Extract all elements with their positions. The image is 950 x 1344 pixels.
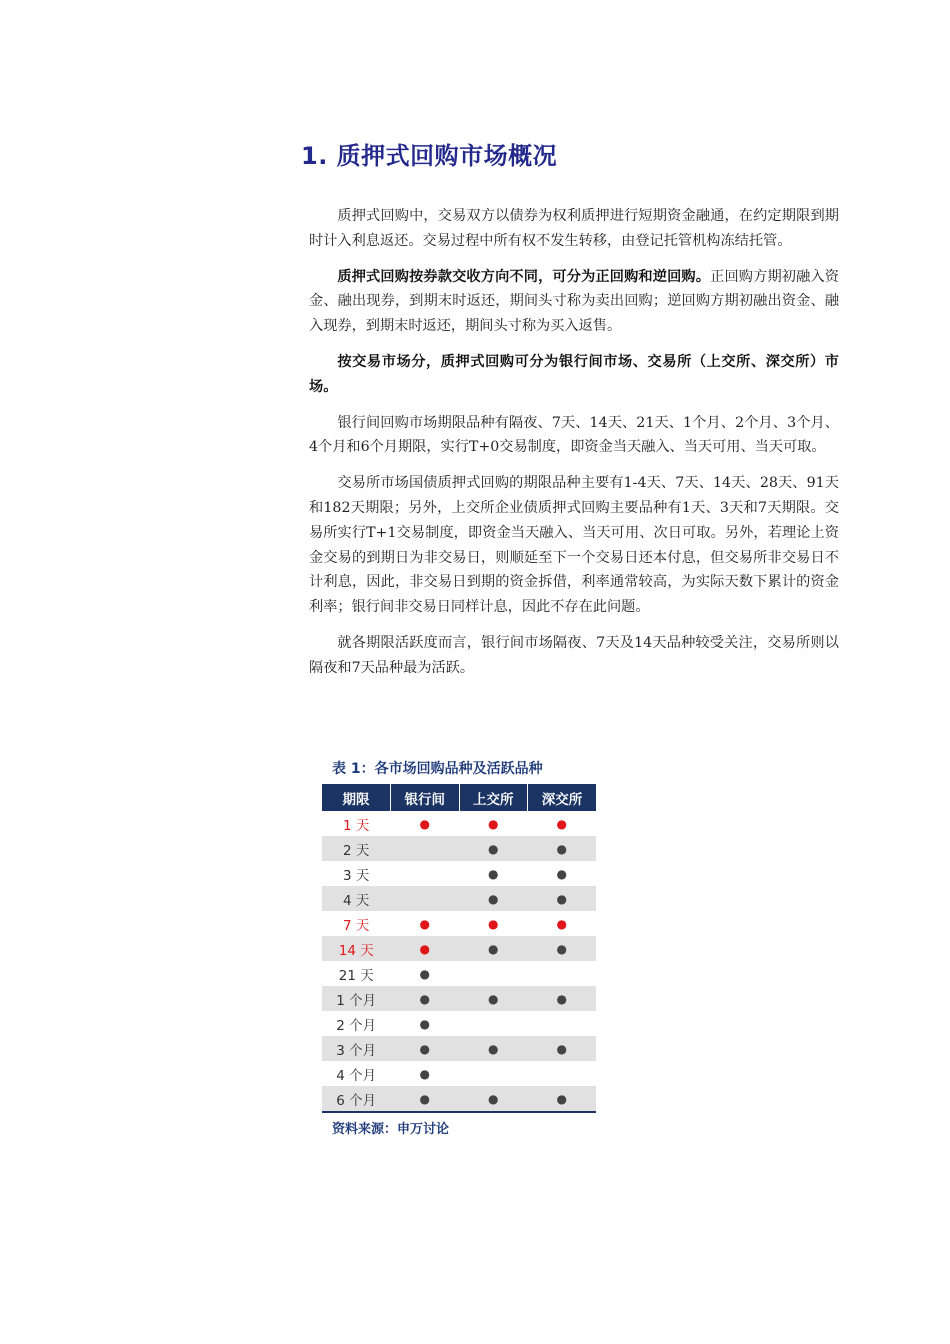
sse-cell (459, 886, 528, 911)
sse-cell (459, 861, 528, 886)
period-cell: 4 天 (322, 886, 391, 911)
header-period: 期限 (322, 784, 391, 811)
dot-marker: ● (488, 1041, 499, 1056)
paragraph-2-bold: 质押式回购按券款交收方向不同，可分为正回购和逆回购。 (337, 268, 711, 285)
table-row (322, 1061, 596, 1086)
period-cell: 1 天 (343, 817, 370, 834)
paragraph-3 (309, 350, 839, 400)
sse-cell (459, 936, 528, 961)
sse-cell (459, 836, 528, 861)
header-interbank: 银行间 (391, 784, 460, 811)
table-row (322, 936, 596, 961)
dot-marker: ● (488, 1091, 499, 1106)
sse-cell (459, 911, 528, 936)
interbank-cell (391, 886, 460, 911)
table-row (322, 1036, 596, 1061)
sse-cell (459, 961, 528, 986)
period-cell: 3 天 (343, 867, 370, 884)
table-row (322, 836, 596, 861)
szse-cell (528, 1061, 597, 1086)
paragraph-4-text: 银行间回购市场期限品种有隔夜、7天、14天、21天、1个月、2个月、3个月、4个月和6个月期限，实行T+0交易制度，即资金当天融入、当天可用、当天可取。 (309, 414, 839, 456)
dot-marker: ● (488, 991, 499, 1006)
table-header-row (322, 784, 596, 811)
dot-marker: ● (488, 891, 499, 906)
table-row (322, 911, 596, 936)
period-cell: 3 个月 (322, 1036, 391, 1061)
dot-marker: ● (419, 1016, 430, 1031)
dot-marker: ● (488, 866, 499, 881)
interbank-cell (391, 836, 460, 861)
szse-cell (528, 936, 597, 961)
interbank-cell (391, 986, 460, 1011)
table-body (322, 811, 596, 1112)
szse-cell (528, 811, 597, 836)
interbank-cell (391, 1061, 460, 1086)
paragraph-6-text: 就各期限活跃度而言，银行间市场隔夜、7天及14天品种较受关注，交易所则以隔夜和7天品种最为活跃。 (309, 634, 839, 676)
szse-cell (528, 861, 597, 886)
period-cell: 2 天 (322, 836, 391, 861)
paragraph-5 (309, 471, 839, 620)
szse-cell (528, 836, 597, 861)
paragraph-5-text: 交易所市场国债质押式回购的期限品种主要有1-4天、7天、14天、28天、91天和182天期限；另外，上交所企业债质押式回购主要品种有1天、3天和7天期限。交易所实行T+1交易制度，即资金当天融入、当天可用、次日可取。另外，若理论上资金交易的到期日为非交易日，则顺延至下一个交易日还本付息，但交易所非交易日不计利息，因此，非交易日到期的资金拆借，利率通常较高，为实际天数下累计的资金利率；银行间非交易日同样计息，因此不存在此问题。 (309, 475, 839, 616)
paragraph-1 (309, 204, 839, 254)
interbank-cell (391, 1011, 460, 1036)
table-row (322, 1011, 596, 1036)
dot-marker: ● (419, 916, 430, 931)
body-text (309, 204, 839, 692)
interbank-cell (391, 811, 460, 836)
sse-cell (459, 1011, 528, 1036)
paragraph-2-text: 正回购方期初融入资金、融出现券，到期末时返还，期间头寸称为卖出回购；逆回购方期初融出资金、融入现券，到期末时返还，期间头寸称为买入返售。 (309, 268, 839, 335)
sse-cell (459, 1036, 528, 1061)
interbank-cell (391, 911, 460, 936)
dot-marker: ● (419, 941, 430, 956)
dot-marker: ● (419, 816, 430, 831)
sse-cell (459, 986, 528, 1011)
interbank-cell (391, 961, 460, 986)
paragraph-4 (309, 411, 839, 461)
table-row (322, 886, 596, 911)
sse-cell (459, 1061, 528, 1086)
dot-marker: ● (419, 1066, 430, 1081)
interbank-cell (391, 936, 460, 961)
table-row (322, 1086, 596, 1112)
dot-marker: ● (556, 941, 567, 956)
period-cell: 21 天 (338, 967, 374, 984)
table-source: 资料来源：申万讨论 (332, 1122, 450, 1137)
szse-cell (528, 961, 597, 986)
szse-cell (528, 1086, 597, 1112)
table-row (322, 811, 596, 836)
table-row (322, 861, 596, 886)
dot-marker: ● (419, 966, 430, 981)
repo-market-table (322, 784, 596, 1113)
szse-cell (528, 911, 597, 936)
paragraph-3-bold: 按交易市场分，质押式回购可分为银行间市场、交易所（上交所、深交所）市场。 (309, 353, 839, 395)
dot-marker: ● (556, 916, 567, 931)
period-cell: 4 个月 (336, 1067, 377, 1084)
section-heading: 1. 质押式回购市场概况 (301, 142, 558, 170)
paragraph-1-text: 质押式回购中，交易双方以债券为权利质押进行短期资金融通，在约定期限到期时计入利息返还。交易过程中所有权不发生转移，由登记托管机构冻结托管。 (309, 208, 839, 249)
header-sse: 上交所 (459, 784, 528, 811)
szse-cell (528, 1036, 597, 1061)
dot-marker: ● (488, 941, 499, 956)
dot-marker: ● (556, 1091, 567, 1106)
period-cell: 2 个月 (336, 1017, 377, 1034)
sse-cell (459, 1086, 528, 1112)
period-cell: 7 天 (343, 917, 370, 934)
dot-marker: ● (556, 816, 567, 831)
dot-marker: ● (419, 1091, 430, 1106)
sse-cell (459, 811, 528, 836)
szse-cell (528, 1011, 597, 1036)
dot-marker: ● (556, 891, 567, 906)
dot-marker: ● (488, 916, 499, 931)
dot-marker: ● (556, 841, 567, 856)
table-caption: 表 1：各市场回购品种及活跃品种 (332, 761, 543, 777)
interbank-cell (391, 1036, 460, 1061)
table-row (322, 961, 596, 986)
dot-marker: ● (556, 866, 567, 881)
table-row (322, 986, 596, 1011)
table-header (322, 784, 596, 811)
period-cell: 6 个月 (322, 1086, 391, 1112)
dot-marker: ● (419, 991, 430, 1006)
szse-cell (528, 886, 597, 911)
szse-cell (528, 986, 597, 1011)
dot-marker: ● (488, 841, 499, 856)
dot-marker: ● (488, 816, 499, 831)
interbank-cell (391, 861, 460, 886)
interbank-cell (391, 1086, 460, 1112)
period-cell: 1 个月 (322, 986, 391, 1011)
period-cell: 14 天 (322, 936, 391, 961)
dot-marker: ● (419, 1041, 430, 1056)
dot-marker: ● (556, 1041, 567, 1056)
dot-marker: ● (556, 991, 567, 1006)
table-block (322, 758, 596, 1137)
paragraph-2 (309, 265, 839, 339)
header-szse: 深交所 (528, 784, 597, 811)
paragraph-6 (309, 631, 839, 681)
